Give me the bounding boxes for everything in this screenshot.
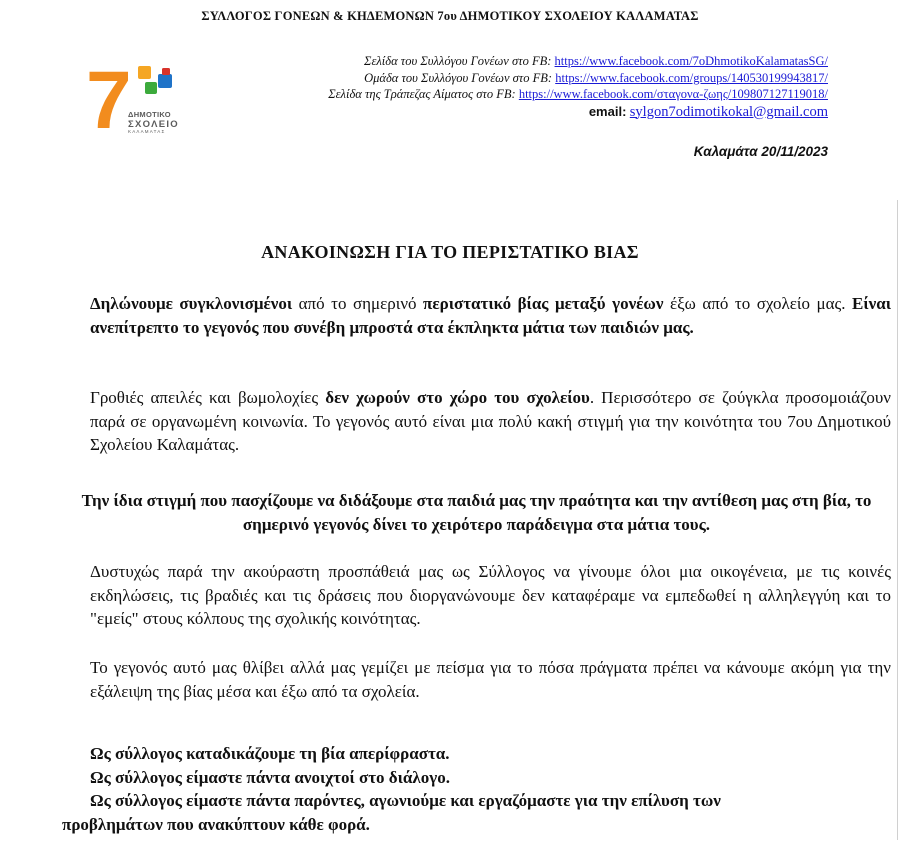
logo-caption bbox=[128, 111, 188, 135]
logo-square-orange bbox=[138, 66, 151, 79]
p2-text-2: . Περισσότερο σε ζούγκλα προσομοιάζουν παρά σε οργανωμένη κοινωνία. Το γεγονός αυτό είναι μια πολύ κακή στιγμή για την κοινότητα του 7ου Δημοτικού Σχολείου Καλαμάτας. bbox=[90, 388, 891, 454]
closing-line-1: Ως σύλλογος καταδικάζουμε τη βία απερίφραστα. bbox=[90, 744, 450, 763]
logo-square-green bbox=[145, 82, 157, 94]
paragraph-2 bbox=[62, 386, 891, 457]
contact-links bbox=[328, 53, 828, 121]
fb-page-link[interactable]: https://www.facebook.com/7oDhmotikoKalamatasSG/ bbox=[554, 54, 828, 68]
blood-bank-row bbox=[328, 86, 828, 103]
paragraph-1 bbox=[62, 292, 891, 339]
closing-statements bbox=[62, 742, 891, 836]
logo-line-3: ΚΑΛΑΜΑΤΑΣ bbox=[128, 129, 166, 134]
p1-bold-1: Δηλώνουμε συγκλονισμένοι bbox=[90, 294, 293, 313]
p2-text-1: Γροθιές απειλές και βωμολοχίες bbox=[90, 388, 326, 407]
association-title: ΣΥΛΛΟΓΟΣ ΓΟΝΕΩΝ & ΚΗΔΕΜΟΝΩΝ 7ου ΔΗΜΟΤΙΚΟΥ ΣΧΟΛΕΙΟΥ ΚΑΛΑΜΑΤΑΣ bbox=[201, 9, 699, 23]
closing-line-3a: Ως σύλλογος είμαστε πάντα παρόντες, αγωνιούμε και εργαζόμαστε για την επίλυση των bbox=[90, 791, 721, 810]
document-date: Καλαμάτα 20/11/2023 bbox=[693, 144, 828, 159]
fb-page-label: Σελίδα του Συλλόγου Γονέων στο FB: bbox=[364, 54, 552, 68]
page-edge-divider bbox=[897, 200, 898, 840]
email-label: email: bbox=[588, 103, 627, 119]
fb-group-link[interactable]: https://www.facebook.com/groups/140530199943817/ bbox=[555, 70, 828, 85]
logo-line-2: ΣΧΟΛΕΙΟ bbox=[128, 118, 179, 130]
paragraph-4 bbox=[62, 560, 891, 631]
closing-line-2: Ως σύλλογος είμαστε πάντα ανοιχτοί στο διάλογο. bbox=[90, 767, 450, 787]
p1-bold-2: περιστατικό βίας μεταξύ γονέων bbox=[423, 294, 664, 313]
logo-square-blue bbox=[158, 74, 172, 88]
paragraph-3: Την ίδια στιγμή που πασχίζουμε να διδάξουμε στα παιδιά μας την πραότητα και την αντίθεση μας στη βία, το σημερινό γεγονός δίνει το χειρότερο παράδειγμα στα μάτια τους. bbox=[81, 491, 872, 534]
logo-line-1: ΔΗΜΟΤΙΚΟ bbox=[128, 110, 171, 119]
email-row bbox=[328, 103, 828, 121]
blood-bank-label: Σελίδα της Τράπεζας Αίματος στο FB: bbox=[328, 87, 516, 101]
p5-text: Το γεγονός αυτό μας θλίβει αλλά μας γεμίζει με πείσμα για το πόσα πράγματα πρέπει να κάνουμε ακόμη για την εξάλειψη της βίας μέσα και έξω από τα σχολεία. bbox=[90, 658, 891, 701]
logo-numeral: 7 bbox=[86, 64, 132, 144]
closing-line-3b: προβλημάτων που ανακύπτουν κάθε φορά. bbox=[62, 814, 370, 834]
fb-group-label: Ομάδα του Συλλόγου Γονέων στο FB: bbox=[364, 70, 553, 85]
email-link[interactable]: sylgon7odimotikokal@gmail.com bbox=[629, 103, 828, 120]
p1-bold-3: Είναι ανεπίτρεπτο το γεγονός που συνέβη μπροστά στα έκπληκτα μάτια των παιδιών μας. bbox=[90, 294, 891, 337]
p1-text-2: έξω από το σχολείο μας. bbox=[663, 294, 853, 313]
school-logo bbox=[86, 64, 186, 144]
paragraph-5 bbox=[62, 656, 891, 703]
logo-square-red bbox=[162, 68, 170, 75]
blood-bank-link[interactable]: https://www.facebook.com/σταγονα-ζωης/109807127119018/ bbox=[518, 87, 828, 101]
announcement-title: ΑΝΑΚΟΙΝΩΣΗ ΓΙΑ ΤΟ ΠΕΡΙΣΤΑΤΙΚΟ ΒΙΑΣ bbox=[261, 242, 639, 262]
fb-group-row bbox=[328, 70, 828, 87]
p1-text-1: από το σημερινό bbox=[292, 294, 424, 313]
fb-page-row bbox=[328, 53, 828, 70]
p4-text: Δυστυχώς παρά την ακούραστη προσπάθειά μας ως Σύλλογος να γίνουμε όλοι μια οικογένεια, με τις κοινές εκδηλώσεις, τις βραδιές και τις δράσεις που διοργανώνουμε δεν καταφέραμε να εμπεδωθεί η αλληλεγγύη και το "εμείς" στους κόλπους της σχολικής κοινότητας. bbox=[90, 562, 891, 628]
p2-bold-1: δεν χωρούν στο χώρο του σχολείου bbox=[325, 388, 590, 407]
